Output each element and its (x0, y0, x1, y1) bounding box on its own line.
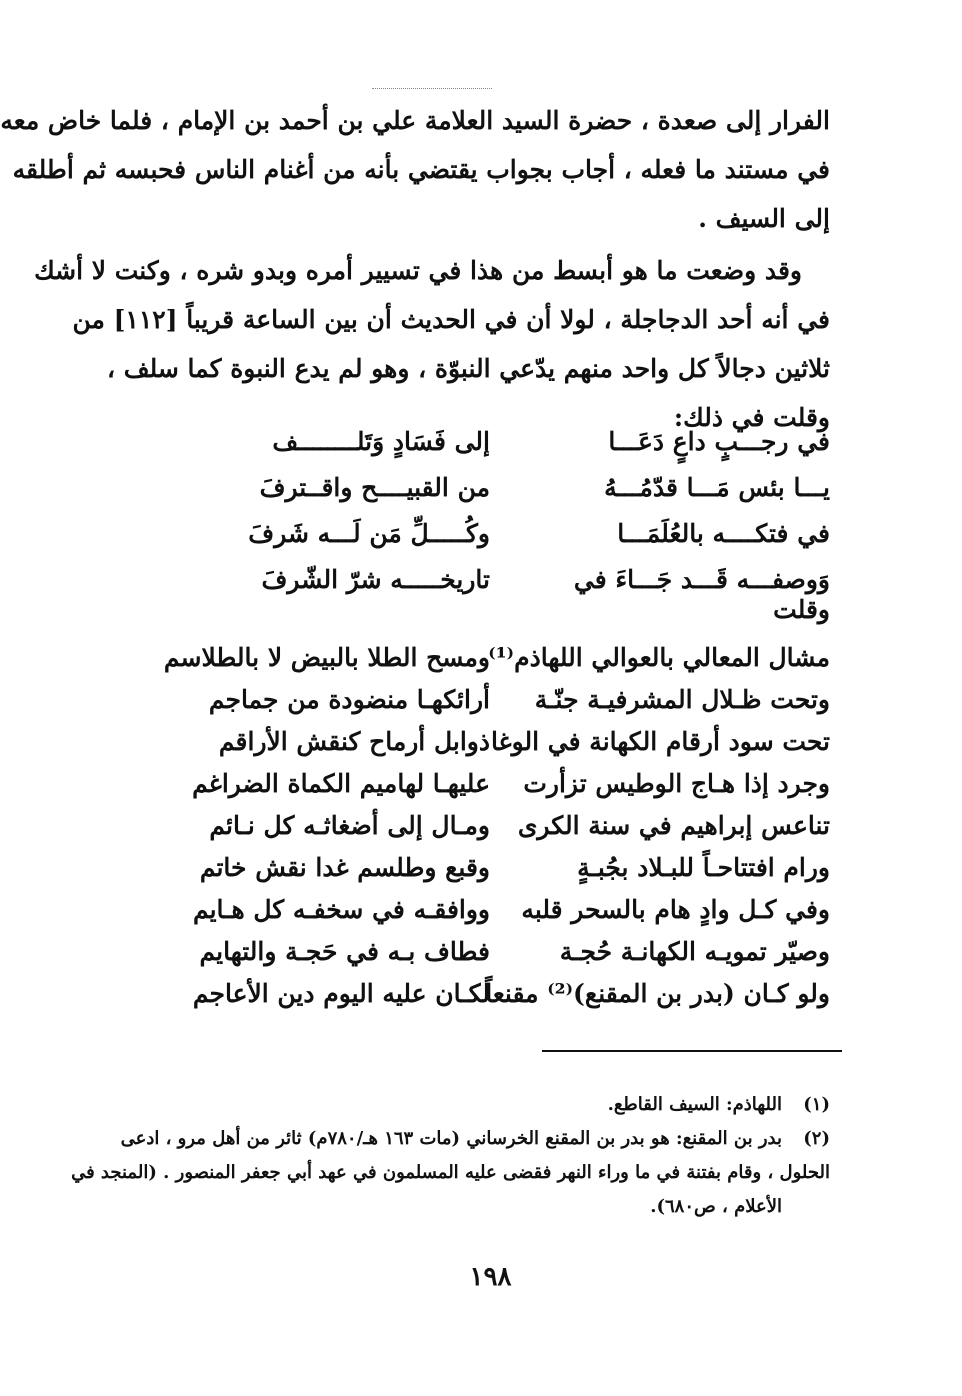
verse-row (150, 972, 830, 1014)
verse-row (150, 418, 830, 464)
paragraph-line: إلى السيف . (698, 204, 830, 233)
verse-row (150, 762, 830, 804)
verse-row (150, 464, 830, 510)
verse-first-hemistich: ورام افتتاحـاً للبـلاد بجُبـةٍ (577, 852, 830, 882)
page-number: ١٩٨ (469, 1262, 512, 1292)
verse-second-hemistich: وكُـــــلِّ مَن لَـــه شَرفَ (248, 518, 490, 548)
verse-first-hemistich: في رجـــبٍ داعٍ دَعَـــا (608, 426, 830, 456)
verse-first-hemistich: ولو كـان (بدر بن المقنع)⁽²⁾ مقنعاً (485, 978, 830, 1008)
paragraph-2 (34, 246, 830, 442)
verse-row (150, 678, 830, 720)
verse-row (150, 930, 830, 972)
paragraph-line: ثلاثين دجالاً كل واحد منهم يدّعي النبوّة ، وهو لم يدع النبوة كما سلف ، (106, 354, 830, 383)
verse-row (150, 888, 830, 930)
verse-first-hemistich: تحت سود أرقام الكهانة في الوغا (490, 726, 830, 756)
verse-second-hemistich: أرائكهـا منضودة من جماجم (208, 684, 490, 714)
verse-first-hemistich: وفي كـل وادٍ هام بالسحر قلبه (521, 894, 830, 924)
footnote (71, 1122, 830, 1224)
said-label: وقلت (773, 595, 830, 624)
verse-first-hemistich: يـــا بئس مَـــا قدّمُـــهُ (604, 472, 830, 502)
verse-second-hemistich: ومـال إلى أضغاثـه كل نـائم (209, 810, 490, 840)
footnote-text (130, 1088, 782, 1122)
verse-row (150, 556, 830, 602)
paragraph-line: وقد وضعت ما هو أبسط من هذا في تسيير أمره وبدو شره ، وكنت لا أشك (34, 256, 802, 285)
verse-second-hemistich: ذوابل أرماح كنقش الأراقم (218, 726, 490, 756)
verse-first-hemistich: مشال المعالي بالعوالي اللهاذم⁽¹⁾ (488, 642, 830, 672)
verse-row (150, 720, 830, 762)
footnote-line: اللهاذم: السيف القاطع. (607, 1094, 782, 1115)
footnote-divider (542, 1050, 842, 1052)
verse-second-hemistich: عليهـا لهاميم الكماة الضراغم (192, 768, 490, 798)
verse-first-hemistich: تناعس إبراهيم في سنة الكرى (517, 810, 830, 840)
verse-second-hemistich: تاريخـــــه شرّ الشّرفَ (261, 564, 490, 594)
verse-first-hemistich: وَوصفـــه قَـــد جَـــاءَ في (573, 564, 830, 594)
verse-row (150, 846, 830, 888)
footnote (130, 1088, 830, 1122)
verse-second-hemistich: ووافقـه في سخفـه كل هـايم (192, 894, 490, 924)
paragraph-line: في مستند ما فعله ، أجاب بجواب يقتضي بأنه من أغنام الناس فحبسه ثم أطلقه (12, 155, 830, 184)
verse-second-hemistich: فطاف بـه في حَجـة والتهايم (199, 936, 490, 966)
footnotes (71, 1088, 830, 1224)
paragraph-1 (0, 96, 830, 243)
verse-first-hemistich: وجرد إذا هـاج الوطيس تزأرت (523, 768, 830, 798)
verse-row (150, 510, 830, 556)
footnote-line: الأعلام ، ص٦٨٠). (650, 1196, 782, 1217)
verse-second-hemistich: لكـان عليه اليوم دين الأعاجم (192, 978, 490, 1008)
poem-2 (150, 636, 830, 1014)
paragraph-line: في أنه أحد الدجاجلة ، لولا أن في الحديث أن بين الساعة قريباً [١١٢] من (72, 305, 830, 334)
verse-first-hemistich: وصيّر تمويـه الكهانـة حُجـة (559, 936, 830, 966)
verse-second-hemistich: إلى فَسَادٍ وَتَلــــــــف (272, 426, 490, 456)
verse-first-hemistich: وتحت ظـلال المشرفيـة جنّـة (534, 684, 830, 714)
footnote-line: بدر بن المقنع: هو بدر بن المقنع الخرساني (مات ١٦٣ هـ/٧٨٠م) ثائر من أهل مرو ، ادعى (120, 1128, 782, 1149)
paragraph-line: وقلت في ذلك: (673, 403, 830, 432)
paragraph-line: الفرار إلى صعدة ، حضرة السيد العلامة علي بن أحمد بن الإمام ، فلما خاض معه (0, 106, 830, 135)
footnote-number: (١) (803, 1094, 830, 1115)
top-scan-mark (372, 88, 492, 89)
verse-second-hemistich: ومسح الطلا بالبيض لا بالطلاسم (163, 642, 490, 672)
footnote-line: الحلول ، وقام بفتنة في ما وراء النهر فقضى عليه المسلمون في عهد أبي جعفر المنصور . (المنجد في (71, 1162, 830, 1183)
footnote-text (71, 1122, 830, 1224)
verse-row (150, 636, 830, 678)
poem-1 (150, 418, 830, 602)
verse-row (150, 804, 830, 846)
verse-second-hemistich: من القبيــــح واقــترفَ (259, 472, 490, 502)
verse-second-hemistich: وقبع وطلسم غدا نقش خاتم (199, 852, 490, 882)
verse-first-hemistich: في فتكــــه بالعُلَمَـــا (617, 518, 830, 548)
footnote-number: (٢) (803, 1128, 830, 1149)
